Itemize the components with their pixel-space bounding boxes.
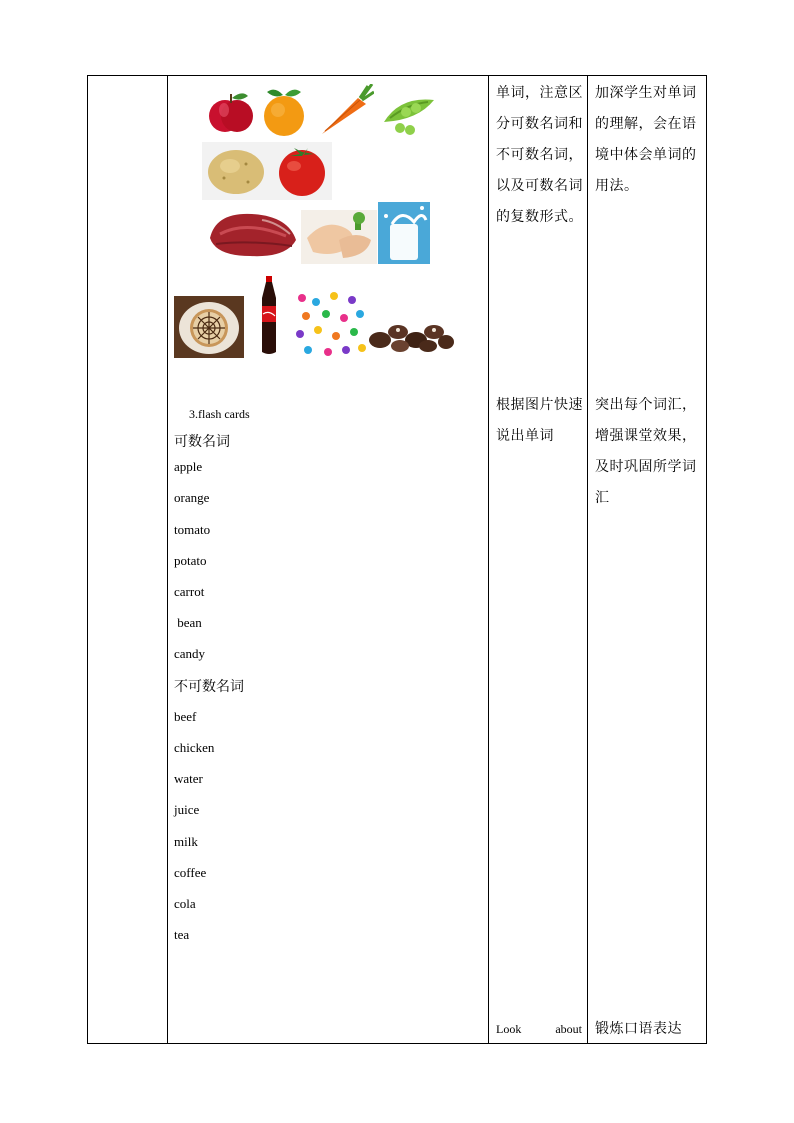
chicken-image [301,210,377,264]
purpose-column [588,76,706,1043]
list-item: potato [174,553,207,568]
method-text-look-about [496,1022,582,1037]
candy-image [294,290,366,360]
list-item: carrot [174,584,205,599]
cola-image [256,276,282,356]
list-item: tea [174,927,190,942]
peas-image [380,90,440,136]
uncountable-heading: 不可数名词 [174,679,244,695]
list-item: juice [174,802,200,817]
beef-image [206,204,300,262]
lesson-table [87,75,707,1044]
potato-image [202,142,272,200]
list-item: coffee [174,865,207,880]
list-item: orange [174,490,210,505]
look-word: Look [496,1022,522,1036]
method-column [489,76,587,1043]
purpose-text-speaking: 锻炼口语表达 [595,1021,682,1037]
apple-image [206,88,256,138]
tomato-image [272,142,332,200]
list-item: candy [174,646,206,661]
coffee-image [174,296,244,358]
method-text-flashcards: 根据图片快速说出单词 [496,397,583,444]
orange-image [261,86,307,138]
list-item: apple [174,459,203,474]
purpose-text-consolidate: 突出每个词汇，增强课堂效果，及时巩固所学词汇 [595,397,697,506]
method-text-vocabulary: 单词，注意区分可数名词和不可数名词，以及可数名词的复数形式。 [496,85,583,225]
carrot-image [316,84,374,138]
list-item: beef [174,709,197,724]
activity-column [168,76,488,1043]
list-item: bean [174,615,202,630]
flash-cards-title: 3.flash cards [189,407,250,421]
chocolate-image [366,316,454,354]
list-item: milk [174,834,198,849]
countable-heading: 可数名词 [174,434,230,450]
about-word: about [555,1022,582,1036]
list-item: water [174,771,203,786]
purpose-text-understanding: 加深学生对单词的理解，会在语境中体会单词的用法。 [595,85,697,194]
list-item: tomato [174,522,211,537]
list-item: chicken [174,740,215,755]
milk-image [378,202,430,264]
list-item: cola [174,896,196,911]
